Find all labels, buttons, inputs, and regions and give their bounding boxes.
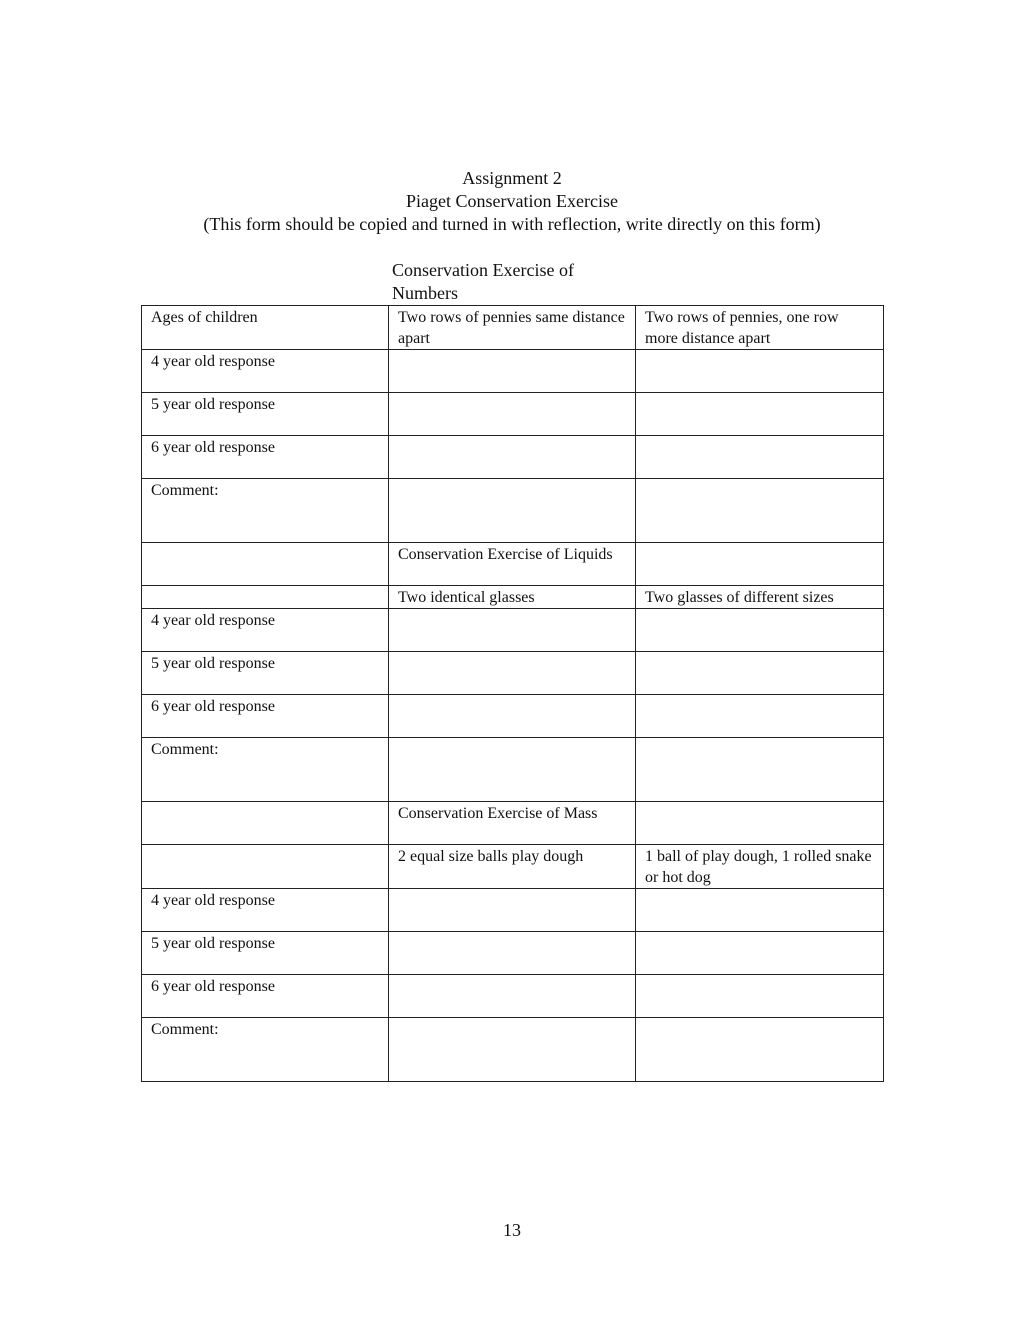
- empty-cell: [142, 802, 389, 845]
- liquids-col3-header: Two glasses of different sizes: [636, 586, 884, 609]
- row-label: 4 year old response: [142, 609, 389, 652]
- response-cell[interactable]: [636, 975, 884, 1018]
- response-cell[interactable]: [389, 393, 636, 436]
- response-cell[interactable]: [389, 695, 636, 738]
- numbers-col3-header: Two rows of pennies, one row more distance apart: [636, 306, 884, 350]
- response-cell[interactable]: [636, 1018, 884, 1082]
- row-label: 5 year old response: [142, 932, 389, 975]
- liquids-header-row: [142, 586, 884, 609]
- row-label: Comment:: [142, 1018, 389, 1082]
- liquids-title-row: [142, 543, 884, 586]
- form-instructions: (This form should be copied and turned in with reflection, write directly on this form): [203, 214, 821, 234]
- numbers-row-comment: [142, 479, 884, 543]
- numbers-row-4yr: [142, 350, 884, 393]
- ages-header-cell: Ages of children: [142, 306, 389, 350]
- row-label: 4 year old response: [142, 889, 389, 932]
- empty-cell: [636, 802, 884, 845]
- liquids-row-comment: [142, 738, 884, 802]
- document-header: [0, 167, 1024, 236]
- liquids-col2-header: Two identical glasses: [389, 586, 636, 609]
- liquids-row-4yr: [142, 609, 884, 652]
- response-cell[interactable]: [636, 609, 884, 652]
- response-cell[interactable]: [636, 695, 884, 738]
- mass-row-6yr: [142, 975, 884, 1018]
- mass-row-comment: [142, 1018, 884, 1082]
- response-cell[interactable]: [636, 738, 884, 802]
- empty-cell: [636, 543, 884, 586]
- response-cell[interactable]: [389, 479, 636, 543]
- row-label: 6 year old response: [142, 975, 389, 1018]
- mass-section-title: Conservation Exercise of Mass: [389, 802, 636, 845]
- conservation-form-table: [141, 305, 884, 1082]
- empty-cell: [142, 845, 389, 889]
- mass-title-row: [142, 802, 884, 845]
- response-cell[interactable]: [636, 932, 884, 975]
- response-cell[interactable]: [389, 975, 636, 1018]
- liquids-row-6yr: [142, 695, 884, 738]
- mass-row-5yr: [142, 932, 884, 975]
- liquids-row-5yr: [142, 652, 884, 695]
- assignment-title: Assignment 2: [462, 168, 562, 188]
- response-cell[interactable]: [636, 479, 884, 543]
- row-label: 5 year old response: [142, 393, 389, 436]
- response-cell[interactable]: [389, 1018, 636, 1082]
- response-cell[interactable]: [636, 436, 884, 479]
- response-cell[interactable]: [389, 609, 636, 652]
- empty-cell: [142, 586, 389, 609]
- response-cell[interactable]: [636, 350, 884, 393]
- row-label: 6 year old response: [142, 436, 389, 479]
- exercise-subtitle: Piaget Conservation Exercise: [406, 191, 618, 211]
- response-cell[interactable]: [389, 889, 636, 932]
- response-cell[interactable]: [389, 350, 636, 393]
- response-cell[interactable]: [636, 393, 884, 436]
- response-cell[interactable]: [389, 652, 636, 695]
- mass-header-row: [142, 845, 884, 889]
- liquids-section-title: Conservation Exercise of Liquids: [389, 543, 636, 586]
- response-cell[interactable]: [636, 889, 884, 932]
- numbers-row-5yr: [142, 393, 884, 436]
- mass-col3-header: 1 ball of play dough, 1 rolled snake or hot dog: [636, 845, 884, 889]
- row-label: 6 year old response: [142, 695, 389, 738]
- numbers-col2-header: Two rows of pennies same distance apart: [389, 306, 636, 350]
- response-cell[interactable]: [389, 932, 636, 975]
- numbers-section-title: Conservation Exercise of Numbers: [392, 260, 574, 303]
- numbers-row-6yr: [142, 436, 884, 479]
- row-label: Comment:: [142, 738, 389, 802]
- response-cell[interactable]: [389, 436, 636, 479]
- empty-cell: [142, 543, 389, 586]
- response-cell[interactable]: [636, 652, 884, 695]
- mass-row-4yr: [142, 889, 884, 932]
- response-cell[interactable]: [389, 738, 636, 802]
- row-label: Comment:: [142, 479, 389, 543]
- mass-col2-header: 2 equal size balls play dough: [389, 845, 636, 889]
- row-label: 5 year old response: [142, 652, 389, 695]
- row-label: 4 year old response: [142, 350, 389, 393]
- numbers-header-row: [142, 306, 884, 350]
- page-number: 13: [503, 1220, 521, 1240]
